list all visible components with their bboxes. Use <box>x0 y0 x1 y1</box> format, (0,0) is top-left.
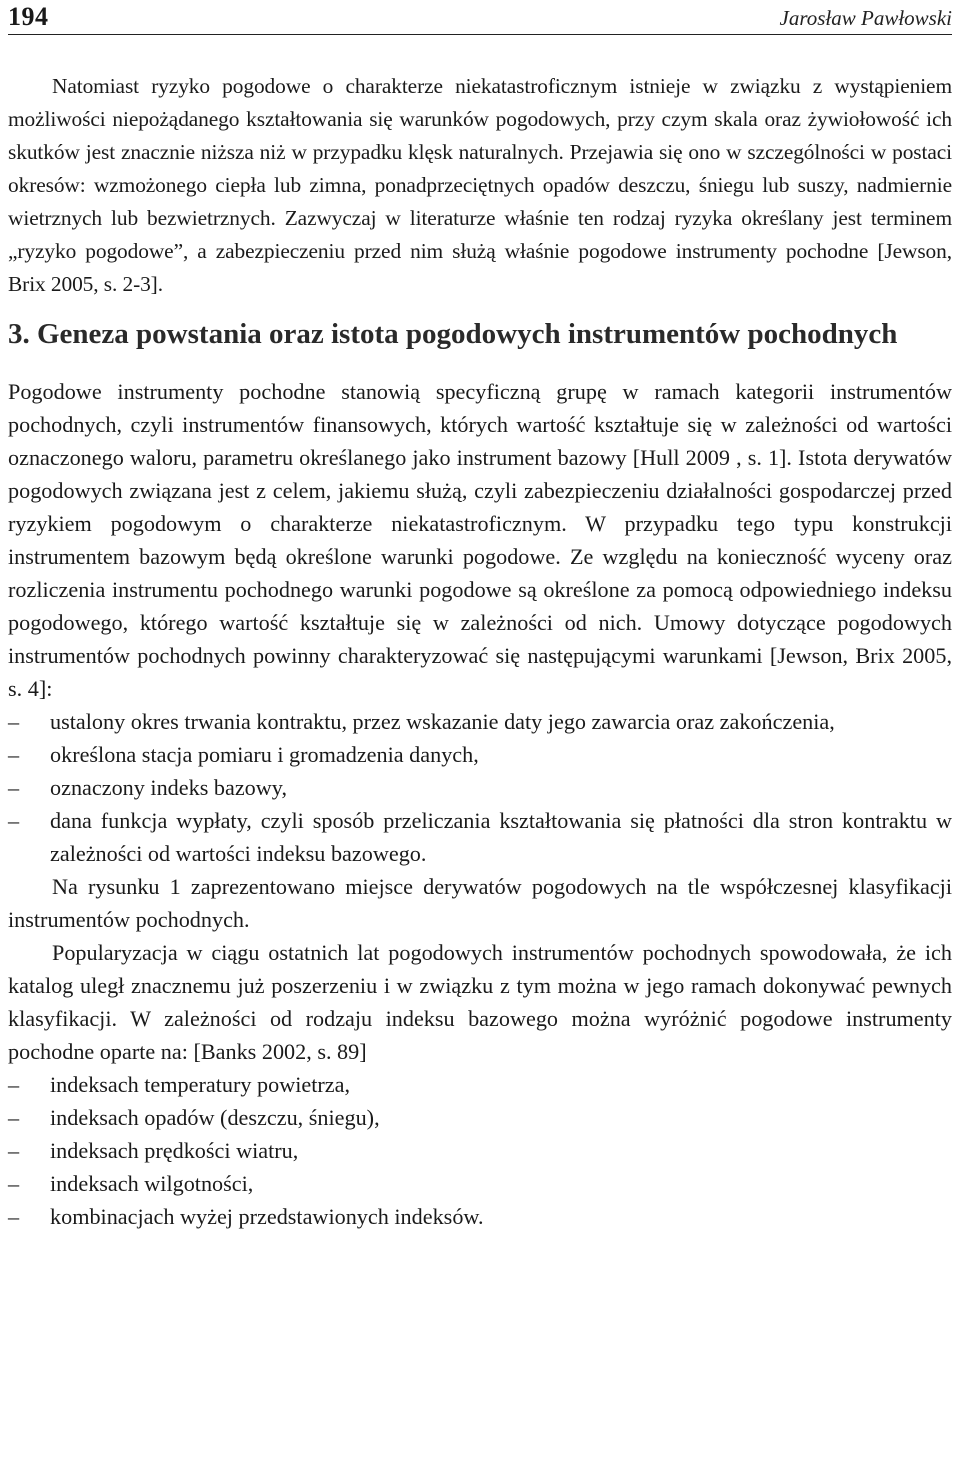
section-heading: 3. Geneza powstania oraz istota pogodowych instrumentów pochodnych <box>8 318 898 350</box>
running-header-author: Jarosław Pawłowski <box>779 6 952 30</box>
list-item <box>8 705 952 738</box>
paragraph-figure-reference: Na rysunku 1 zaprezentowano miejsce derywatów pogodowych na tle współczesnej klasyfikacji instrumentów pochodnych. <box>8 874 952 932</box>
list-item-text: określona stacja pomiaru i gromadzenia danych, <box>50 742 479 767</box>
list-item-text: oznaczony indeks bazowy, <box>50 775 287 800</box>
paragraph-weather-risk: Natomiast ryzyko pogodowe o charakterze niekatastroficznym istnieje w związku z wystąpieniem możliwości niepożądanego kształtowania się warunków pogodowych, przy czym skala oraz żywiołowość ich skutków jest znacznie niższa niż w przypadku klęsk naturalnych. Przejawia się ono w szczególności w postaci okresów: wzmożonego ciepła lub zimna, ponadprzeciętnych opadów deszczu, śniegu lub suszy, nadmiernie wietrznych lub bezwietrznych. Zazwyczaj w literaturze właśnie ten rodzaj ryzyka określany jest terminem „ryzyko pogodowe”, a zabezpieczeniu przed nim służą właśnie pogodowe instrumenty pochodne [Jewson, Brix 2005, s. 2-3]. <box>8 74 952 296</box>
list-dash: – <box>8 709 20 734</box>
list-item-text: dana funkcja wypłaty, czyli sposób przeliczania kształtowania się płatności dla stron kontraktu w zależności od wartości indeksu bazowego. <box>50 808 952 866</box>
list-item <box>8 1101 952 1134</box>
list-dash: – <box>8 1204 20 1229</box>
list-dash: – <box>8 1171 20 1196</box>
list-item <box>8 1200 952 1233</box>
paragraph-classification: Popularyzacja w ciągu ostatnich lat pogodowych instrumentów pochodnych spowodowała, że ich katalog uległ znacznemu już poszerzeniu i w związku z tym można w jego ramach dokonywać pewnych klasyfikacji. W zależności od rodzaju indeksu bazowego można wyróżnić pogodowe instrumenty pochodne oparte na: [Banks 2002, s. 89] <box>8 940 952 1064</box>
index-types-list <box>8 1068 952 1233</box>
page-number: 194 <box>8 2 49 31</box>
list-dash: – <box>8 1138 20 1163</box>
list-item-text: indeksach temperatury powietrza, <box>50 1072 351 1097</box>
list-item <box>8 1167 952 1200</box>
list-item-text: indeksach prędkości wiatru, <box>50 1138 299 1163</box>
list-dash: – <box>8 775 20 800</box>
list-dash: – <box>8 808 20 833</box>
list-item <box>8 738 952 771</box>
running-header <box>8 0 952 35</box>
list-item-text: kombinacjach wyżej przedstawionych indeksów. <box>50 1204 484 1229</box>
paragraph-weather-derivatives: Pogodowe instrumenty pochodne stanowią specyficzną grupę w ramach kategorii instrumentów pochodnych, czyli instrumentów finansowych, których wartość kształtuje się w zależności od wartości oznaczonego waloru, parametru określanego jako instrument bazowy [Hull 2009 , s. 1]. Istota derywatów pogodowych związana jest z celem, jakiemu służą, czyli zabezpieczeniu działalności gospodarczej przed ryzykiem pogodowym o charakterze niekatastroficznym. W przypadku tego typu konstrukcji instrumentem bazowym będą określone warunki pogodowe. Ze względu na konieczność wyceny oraz rozliczenia instrumentu pochodnego warunki pogodowe są określone za pomocą odpowiedniego indeksu pogodowego, którego wartość kształtuje się w zależności od nich. Umowy dotyczące pogodowych instrumentów pochodnych powinny charakteryzować się następującymi warunkami [Jewson, Brix 2005, s. 4]: <box>8 379 952 701</box>
list-item-text: ustalony okres trwania kontraktu, przez wskazanie daty jego zawarcia oraz zakończenia, <box>50 709 835 734</box>
list-item <box>8 804 952 870</box>
body-text <box>8 70 952 1233</box>
contract-conditions-list <box>8 705 952 870</box>
list-item-text: indeksach opadów (deszczu, śniegu), <box>50 1105 380 1130</box>
list-dash: – <box>8 1072 20 1097</box>
list-dash: – <box>8 1105 20 1130</box>
list-item <box>8 1134 952 1167</box>
list-item <box>8 1068 952 1101</box>
list-item-text: indeksach wilgotności, <box>50 1171 254 1196</box>
list-item <box>8 771 952 804</box>
list-dash: – <box>8 742 20 767</box>
